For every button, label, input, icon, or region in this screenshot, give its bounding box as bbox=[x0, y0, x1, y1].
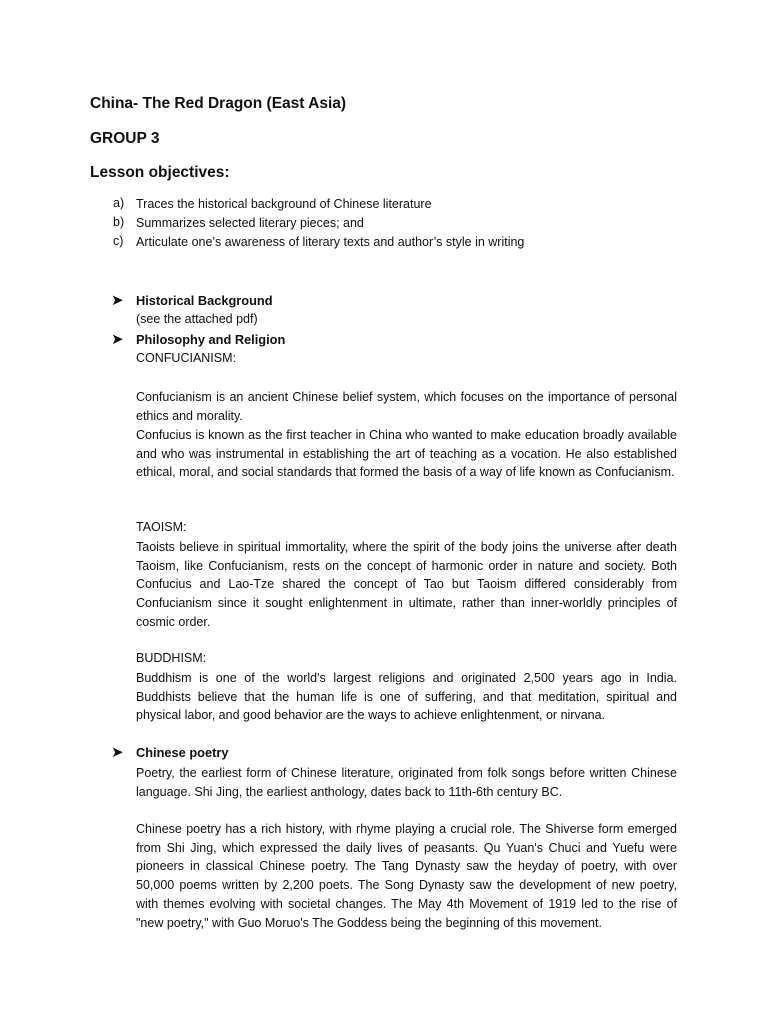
arrowhead-bullet-icon: ➤ bbox=[111, 331, 124, 348]
objective-text: Articulate one’s awareness of literary texts and author’s style in writing bbox=[136, 235, 525, 249]
objectives-heading: Lesson objectives: bbox=[90, 164, 230, 181]
confucianism-label: CONFUCIANISM: bbox=[136, 351, 236, 365]
taoism-label: TAOISM: bbox=[136, 520, 187, 534]
philosophy-religion-title: Philosophy and Religion bbox=[136, 332, 286, 347]
historical-background-title: Historical Background bbox=[136, 293, 273, 308]
objective-letter: a) bbox=[113, 196, 125, 210]
objective-text: Traces the historical background of Chinese literature bbox=[136, 197, 432, 211]
group-heading: GROUP 3 bbox=[90, 130, 160, 147]
confucianism-paragraph-2: Confucius is known as the first teacher in China who wanted to make education broadly available and who was instrumental in establishing the art of teaching as a vocation. He also established ethical, moral, and social standards that formed the basis of a way of life known as Confucianism. bbox=[136, 428, 677, 480]
confucianism-paragraph-1: Confucianism is an ancient Chinese belief system, which focuses on the importance of personal ethics and morality. bbox=[136, 390, 677, 423]
chinese-poetry-title: Chinese poetry bbox=[136, 745, 229, 760]
poetry-paragraph-1: Poetry, the earliest form of Chinese literature, originated from folk songs before written Chinese language. Shi Jing, the earliest anthology, dates back to 11th-6th century BC. bbox=[136, 766, 677, 799]
historical-background-note: (see the attached pdf) bbox=[136, 312, 258, 326]
buddhism-paragraph: Buddhism is one of the world's largest religions and originated 2,500 years ago in India. Buddhists believe that the human life is one of suffering, and that meditation, spiritual and physical labor, and good behavior are the ways to achieve enlightenment, or nirvana. bbox=[136, 671, 677, 723]
poetry-paragraph-2: Chinese poetry has a rich history, with rhyme playing a crucial role. The Shiverse form emerged from Shi Jing, which expressed the daily lives of peasants. Qu Yuan's Chuci and Yuefu were pioneers in classical Chinese poetry. The Tang Dynasty saw the heyday of poetry, with over 50,000 poems written by 2,200 poets. The Song Dynasty saw the development of new poetry, with themes evolving with societal changes. The May 4th Movement of 1919 led to the rise of "new poetry," with Guo Moruo's The Goddess being the beginning of this movement. bbox=[136, 822, 677, 930]
arrowhead-bullet-icon: ➤ bbox=[111, 292, 124, 309]
arrowhead-bullet-icon: ➤ bbox=[111, 744, 124, 761]
objective-letter: c) bbox=[113, 234, 124, 248]
document-title: China- The Red Dragon (East Asia) bbox=[90, 95, 347, 112]
buddhism-label: BUDDHISM: bbox=[136, 651, 207, 665]
objective-letter: b) bbox=[113, 215, 125, 229]
taoism-paragraph: Taoists believe in spiritual immortality, where the spirit of the body joins the universe after death Taoism, like Confucianism, rests on the concept of harmonic order in nature and society. Both Confucius and Lao-Tze shared the concept of Tao but Taoism differed considerably from Confucianism since it sought enlightenment in ultimate, rather than inner-worldly principles of cosmic order. bbox=[136, 540, 677, 629]
objective-text: Summarizes selected literary pieces; and bbox=[136, 216, 364, 230]
